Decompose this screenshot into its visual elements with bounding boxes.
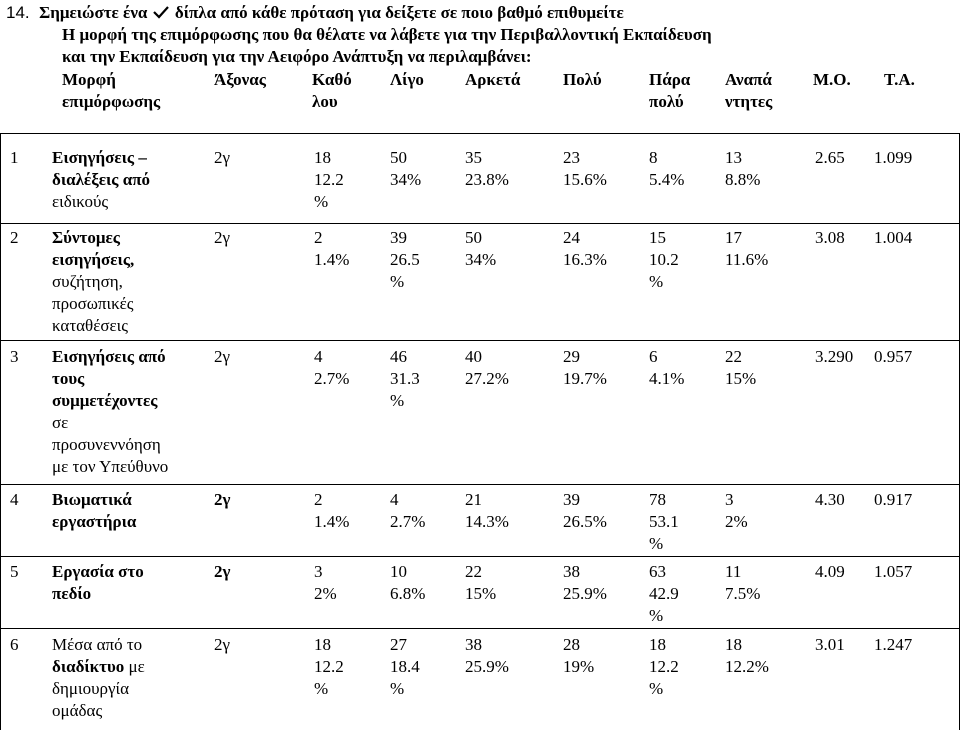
axis-cell bbox=[214, 489, 230, 511]
axis-cell-line: 2γ bbox=[214, 228, 231, 247]
mean-cell-line: 4.09 bbox=[815, 562, 845, 581]
axis-cell bbox=[214, 147, 230, 169]
enough-cell bbox=[465, 489, 509, 533]
little-cell-line: 2.7% bbox=[390, 512, 426, 531]
much-cell bbox=[563, 634, 594, 678]
mean-cell bbox=[815, 561, 845, 583]
missing-cell bbox=[725, 147, 760, 191]
header-enough: Αρκετά bbox=[465, 70, 521, 89]
very-much-cell-line: 4.1% bbox=[649, 369, 685, 388]
very-much-cell bbox=[649, 634, 679, 700]
none-cell bbox=[314, 227, 349, 271]
table-left-border bbox=[0, 133, 1, 730]
header-none: Καθό λου bbox=[312, 70, 352, 111]
missing-cell-line: 13 bbox=[725, 148, 742, 167]
row-label-line: Βιωματικά bbox=[52, 490, 132, 509]
mean-cell-line: 2.65 bbox=[815, 148, 845, 167]
enough-cell-line: 22 bbox=[465, 562, 482, 581]
row-divider bbox=[0, 628, 960, 629]
row-label-line: πεδίο bbox=[52, 584, 92, 603]
little-cell-line: 10 bbox=[390, 562, 407, 581]
sd-cell-line: 1.004 bbox=[874, 228, 913, 247]
very-much-cell-line: 15 bbox=[649, 228, 666, 247]
missing-cell-line: 12.2% bbox=[725, 657, 769, 676]
row-label-line: Μέσα από το bbox=[52, 635, 143, 654]
little-cell-line: % bbox=[390, 679, 405, 698]
axis-cell bbox=[214, 346, 230, 368]
row-label-line: ομάδας bbox=[52, 701, 103, 720]
row-label-line: καταθέσεις bbox=[52, 316, 128, 335]
axis-cell bbox=[214, 227, 230, 249]
question-number: 14. bbox=[6, 3, 30, 22]
very-much-cell bbox=[649, 227, 679, 293]
much-cell bbox=[563, 489, 607, 533]
none-cell-line: 12.2 bbox=[314, 657, 344, 676]
header-little: Λίγο bbox=[390, 70, 424, 89]
very-much-cell-line: 6 bbox=[649, 347, 658, 366]
very-much-cell-line: 78 bbox=[649, 490, 666, 509]
missing-cell-line: 22 bbox=[725, 347, 742, 366]
missing-cell-line: 8.8% bbox=[725, 170, 761, 189]
sd-cell-line: 0.917 bbox=[874, 490, 913, 509]
missing-cell-line: 2% bbox=[725, 512, 748, 531]
sd-cell bbox=[874, 561, 912, 583]
question-line-1 bbox=[6, 2, 624, 24]
very-much-cell bbox=[649, 147, 684, 191]
row-label-line: προσυνεννόηση bbox=[52, 435, 161, 454]
missing-cell bbox=[725, 561, 760, 605]
much-cell-line: 24 bbox=[563, 228, 580, 247]
little-cell bbox=[390, 634, 420, 700]
row-label-line: συμμετέχοντες bbox=[52, 391, 158, 410]
very-much-cell-line: 5.4% bbox=[649, 170, 685, 189]
row-label-line bbox=[52, 656, 145, 678]
little-cell-line: 18.4 bbox=[390, 657, 420, 676]
mean-cell bbox=[815, 634, 845, 656]
sd-cell bbox=[874, 346, 912, 368]
axis-cell-line: 2γ bbox=[214, 347, 231, 366]
question-text-b: δίπλα από κάθε πρόταση για δείξετε σε ποιο βαθμό επιθυμείτε bbox=[174, 3, 624, 22]
check-icon bbox=[152, 5, 170, 19]
row-label-line: τους bbox=[52, 369, 85, 388]
enough-cell-line: 27.2% bbox=[465, 369, 509, 388]
axis-cell-line: 2γ bbox=[214, 148, 231, 167]
mean-cell-line: 4.30 bbox=[815, 490, 845, 509]
little-cell-line: 46 bbox=[390, 347, 407, 366]
row-label-line: Εισηγήσεις – bbox=[52, 148, 147, 167]
much-cell-line: 38 bbox=[563, 562, 580, 581]
row-divider bbox=[0, 340, 960, 341]
table-top-border bbox=[0, 133, 960, 134]
mean-cell-line: 3.08 bbox=[815, 228, 845, 247]
row-label-line: προσωπικές bbox=[52, 294, 134, 313]
missing-cell bbox=[725, 634, 769, 678]
enough-cell-line: 25.9% bbox=[465, 657, 509, 676]
row-number-line: 1 bbox=[10, 148, 19, 167]
very-much-cell bbox=[649, 561, 679, 627]
mean-cell-line: 3.290 bbox=[815, 347, 854, 366]
sd-cell bbox=[874, 147, 912, 169]
enough-cell-line: 50 bbox=[465, 228, 482, 247]
missing-cell-line: 11.6% bbox=[725, 250, 769, 269]
row-divider bbox=[0, 484, 960, 485]
row-divider bbox=[0, 223, 960, 224]
none-cell-line: 2 bbox=[314, 228, 323, 247]
none-cell-line: 2% bbox=[314, 584, 337, 603]
header-mean: Μ.Ο. bbox=[813, 70, 851, 89]
none-cell-line: 3 bbox=[314, 562, 323, 581]
much-cell-line: 39 bbox=[563, 490, 580, 509]
row-label-line: συζήτηση, bbox=[52, 272, 123, 291]
very-much-cell bbox=[649, 489, 679, 555]
none-cell-line: % bbox=[314, 679, 329, 698]
little-cell-line: 31.3 bbox=[390, 369, 420, 388]
little-cell-line: 4 bbox=[390, 490, 399, 509]
little-cell-line: 6.8% bbox=[390, 584, 426, 603]
much-cell-line: 28 bbox=[563, 635, 580, 654]
missing-cell bbox=[725, 227, 768, 271]
little-cell bbox=[390, 561, 425, 605]
very-much-cell-line: % bbox=[649, 534, 664, 553]
much-cell bbox=[563, 227, 607, 271]
sd-cell-line: 1.099 bbox=[874, 148, 913, 167]
header-axis: Άξονας bbox=[214, 70, 266, 89]
mean-cell bbox=[815, 147, 845, 169]
little-cell-line: % bbox=[390, 272, 405, 291]
very-much-cell-line: 53.1 bbox=[649, 512, 679, 531]
axis-cell-line: 2γ bbox=[214, 562, 231, 581]
enough-cell bbox=[465, 346, 509, 390]
much-cell bbox=[563, 561, 607, 605]
row-number-line: 2 bbox=[10, 228, 19, 247]
enough-cell-line: 14.3% bbox=[465, 512, 509, 531]
row-label-line: Εργασία στο bbox=[52, 562, 144, 581]
enough-cell-line: 38 bbox=[465, 635, 482, 654]
row-label-line: δημιουργία bbox=[52, 679, 129, 698]
row-number-line: 4 bbox=[10, 490, 19, 509]
none-cell-line: 2 bbox=[314, 490, 323, 509]
axis-cell bbox=[214, 634, 230, 656]
much-cell-line: 15.6% bbox=[563, 170, 607, 189]
missing-cell-line: 7.5% bbox=[725, 584, 761, 603]
very-much-cell-line: % bbox=[649, 272, 664, 291]
enough-cell-line: 15% bbox=[465, 584, 497, 603]
missing-cell bbox=[725, 346, 756, 390]
none-cell bbox=[314, 489, 349, 533]
row-label bbox=[52, 346, 168, 478]
missing-cell bbox=[725, 489, 748, 533]
row-label-line: Σύντομες bbox=[52, 228, 120, 247]
very-much-cell-line: 42.9 bbox=[649, 584, 679, 603]
axis-cell-line: 2γ bbox=[214, 490, 231, 509]
little-cell-line: 27 bbox=[390, 635, 407, 654]
row-number bbox=[10, 634, 19, 656]
mean-cell-line: 3.01 bbox=[815, 635, 845, 654]
row-number-line: 5 bbox=[10, 562, 19, 581]
very-much-cell-line: 18 bbox=[649, 635, 666, 654]
row-label-line: διαλέξεις από bbox=[52, 170, 151, 189]
mean-cell bbox=[815, 227, 845, 249]
enough-cell-line: 35 bbox=[465, 148, 482, 167]
much-cell bbox=[563, 147, 607, 191]
row-label bbox=[52, 147, 150, 213]
sd-cell bbox=[874, 634, 912, 656]
row-label-line: με τον Υπεύθυνο bbox=[52, 457, 169, 476]
enough-cell-line: 34% bbox=[465, 250, 497, 269]
missing-cell-line: 17 bbox=[725, 228, 742, 247]
none-cell bbox=[314, 561, 337, 605]
very-much-cell-line: % bbox=[649, 679, 664, 698]
row-label bbox=[52, 634, 145, 722]
row-number bbox=[10, 489, 19, 511]
much-cell-line: 23 bbox=[563, 148, 580, 167]
very-much-cell-line: 63 bbox=[649, 562, 666, 581]
little-cell-line: 26.5 bbox=[390, 250, 420, 269]
row-label-line: εισηγήσεις, bbox=[52, 250, 135, 269]
mean-cell bbox=[815, 346, 853, 368]
row-label bbox=[52, 227, 134, 337]
header-much: Πολύ bbox=[563, 70, 602, 89]
row-number bbox=[10, 147, 19, 169]
none-cell-line: 18 bbox=[314, 148, 331, 167]
none-cell-line: 1.4% bbox=[314, 250, 350, 269]
sd-cell bbox=[874, 227, 912, 249]
little-cell bbox=[390, 489, 425, 533]
row-number-line: 6 bbox=[10, 635, 19, 654]
missing-cell-line: 11 bbox=[725, 562, 742, 581]
none-cell bbox=[314, 147, 344, 213]
enough-cell-line: 21 bbox=[465, 490, 482, 509]
missing-cell-line: 15% bbox=[725, 369, 757, 388]
sd-cell-line: 1.247 bbox=[874, 635, 913, 654]
much-cell-line: 26.5% bbox=[563, 512, 607, 531]
very-much-cell bbox=[649, 346, 684, 390]
missing-cell-line: 18 bbox=[725, 635, 742, 654]
header-sd: Τ.Α. bbox=[884, 70, 915, 89]
row-divider bbox=[0, 556, 960, 557]
sd-cell-line: 1.057 bbox=[874, 562, 913, 581]
row-label-normal: με bbox=[124, 657, 145, 676]
row-number bbox=[10, 227, 19, 249]
none-cell bbox=[314, 346, 349, 390]
very-much-cell-line: 8 bbox=[649, 148, 658, 167]
little-cell-line: 34% bbox=[390, 170, 422, 189]
little-cell-line: % bbox=[390, 391, 405, 410]
enough-cell bbox=[465, 147, 509, 191]
axis-cell-line: 2γ bbox=[214, 635, 231, 654]
enough-cell-line: 40 bbox=[465, 347, 482, 366]
enough-cell bbox=[465, 561, 496, 605]
enough-cell-line: 23.8% bbox=[465, 170, 509, 189]
much-cell-line: 19% bbox=[563, 657, 595, 676]
sd-cell-line: 0.957 bbox=[874, 347, 913, 366]
none-cell-line: 2.7% bbox=[314, 369, 350, 388]
little-cell-line: 50 bbox=[390, 148, 407, 167]
very-much-cell-line: 10.2 bbox=[649, 250, 679, 269]
none-cell-line: 12.2 bbox=[314, 170, 344, 189]
row-label-line: ειδικούς bbox=[52, 192, 109, 211]
row-label-bold: διαδίκτυο bbox=[52, 657, 125, 676]
mean-cell bbox=[815, 489, 845, 511]
none-cell-line: % bbox=[314, 192, 329, 211]
much-cell-line: 29 bbox=[563, 347, 580, 366]
row-number-line: 3 bbox=[10, 347, 19, 366]
question-text-a: Σημειώστε ένα bbox=[39, 3, 148, 22]
row-label bbox=[52, 561, 144, 605]
axis-cell bbox=[214, 561, 230, 583]
little-cell bbox=[390, 227, 420, 293]
question-line-3: και την Εκπαίδευση για την Αειφόρο Ανάπτυξη να περιλαμβάνει: bbox=[62, 47, 532, 66]
none-cell-line: 4 bbox=[314, 347, 323, 366]
row-label-line: Εισηγήσεις από bbox=[52, 347, 166, 366]
little-cell-line: 39 bbox=[390, 228, 407, 247]
much-cell bbox=[563, 346, 607, 390]
missing-cell-line: 3 bbox=[725, 490, 734, 509]
row-label bbox=[52, 489, 136, 533]
enough-cell bbox=[465, 227, 496, 271]
none-cell-line: 18 bbox=[314, 635, 331, 654]
header-very-much: Πάρα πολύ bbox=[649, 70, 691, 111]
very-much-cell-line: 12.2 bbox=[649, 657, 679, 676]
row-number bbox=[10, 561, 19, 583]
none-cell-line: 1.4% bbox=[314, 512, 350, 531]
much-cell-line: 16.3% bbox=[563, 250, 607, 269]
enough-cell bbox=[465, 634, 509, 678]
much-cell-line: 19.7% bbox=[563, 369, 607, 388]
row-number bbox=[10, 346, 19, 368]
header-form: Μορφή επιμόρφωσης bbox=[62, 70, 161, 111]
little-cell bbox=[390, 147, 421, 191]
row-label-line: σε bbox=[52, 413, 69, 432]
much-cell-line: 25.9% bbox=[563, 584, 607, 603]
header-missing: Αναπά ντητες bbox=[725, 70, 773, 111]
very-much-cell-line: % bbox=[649, 606, 664, 625]
question-line-2: Η μορφή της επιμόρφωσης που θα θέλατε να λάβετε για την Περιβαλλοντική Εκπαίδευση bbox=[62, 25, 712, 44]
none-cell bbox=[314, 634, 344, 700]
sd-cell bbox=[874, 489, 912, 511]
row-label-line: εργαστήρια bbox=[52, 512, 137, 531]
little-cell bbox=[390, 346, 420, 412]
